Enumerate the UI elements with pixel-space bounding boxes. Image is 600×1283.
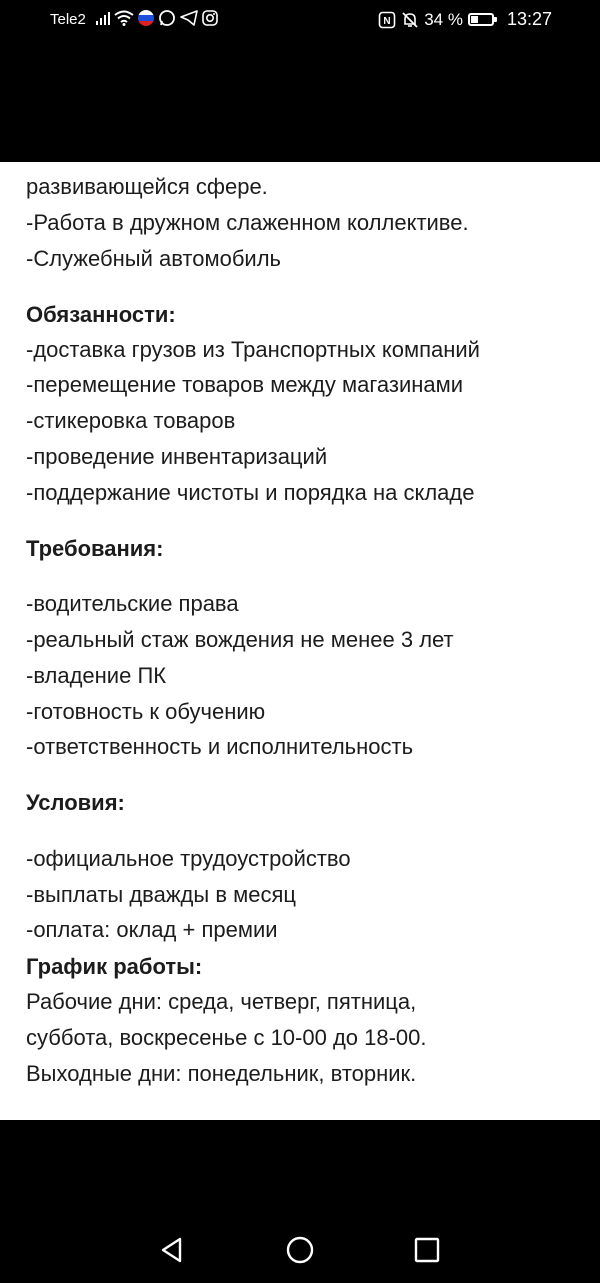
system-icons (378, 9, 552, 30)
svg-text:N: N (383, 15, 391, 27)
section-heading-schedule: График работы: (26, 954, 203, 979)
list-item: -оплата: оклад + премии (26, 917, 278, 942)
back-icon[interactable] (157, 1235, 187, 1265)
nfc-icon (378, 11, 396, 29)
clock: 13:27 (506, 9, 552, 29)
whatsapp-icon (158, 9, 176, 27)
list-item: -ответственность и исполнительность (26, 734, 414, 759)
text-line: развивающейся сфере. (26, 174, 268, 199)
job-posting-image (0, 162, 600, 1120)
section-heading-duties: Обязанности: (26, 302, 176, 327)
wifi-icon (114, 10, 134, 26)
instagram-icon (202, 10, 218, 26)
status-bar (0, 0, 600, 44)
text-line: Рабочие дни: среда, четверг, пятница, (26, 989, 417, 1014)
signal-icon (96, 11, 110, 25)
list-item: -проведение инвентаризаций (26, 444, 328, 469)
mute-icon (401, 11, 419, 29)
section-heading-requirements: Требования: (26, 536, 164, 561)
carrier-label: Tele2 (50, 11, 86, 28)
section-heading-conditions: Условия: (26, 790, 125, 815)
battery-percent: 34 % (424, 9, 463, 29)
text-line: -Работа в дружном слаженном коллективе. (26, 210, 469, 235)
home-icon[interactable] (285, 1235, 315, 1265)
text-line: -Служебный автомобиль (26, 246, 282, 271)
russia-flag-icon (138, 10, 154, 26)
text-line: Выходные дни: понедельник, вторник. (26, 1061, 417, 1086)
recents-icon[interactable] (412, 1235, 442, 1265)
list-item: -поддержание чистоты и порядка на складе (26, 480, 475, 505)
notification-icons (96, 9, 218, 27)
battery-fill (471, 16, 478, 23)
list-item: -выплаты дважды в месяц (26, 882, 296, 907)
list-item: -доставка грузов из Транспортных компаний (26, 337, 480, 362)
list-item: -водительские права (26, 591, 239, 616)
list-item: -реальный стаж вождения не менее 3 лет (26, 627, 454, 652)
list-item: -официальное трудоустройство (26, 846, 351, 871)
list-item: -владение ПК (26, 663, 167, 688)
text-line: суббота, воскресенье с 10-00 до 18-00. (26, 1025, 427, 1050)
telegram-icon (180, 10, 198, 26)
list-item: -стикеровка товаров (26, 408, 236, 433)
list-item: -готовность к обучению (26, 699, 266, 724)
list-item: -перемещение товаров между магазинами (26, 372, 464, 397)
battery-icon (468, 13, 494, 26)
cutoff-text-line (26, 162, 32, 174)
